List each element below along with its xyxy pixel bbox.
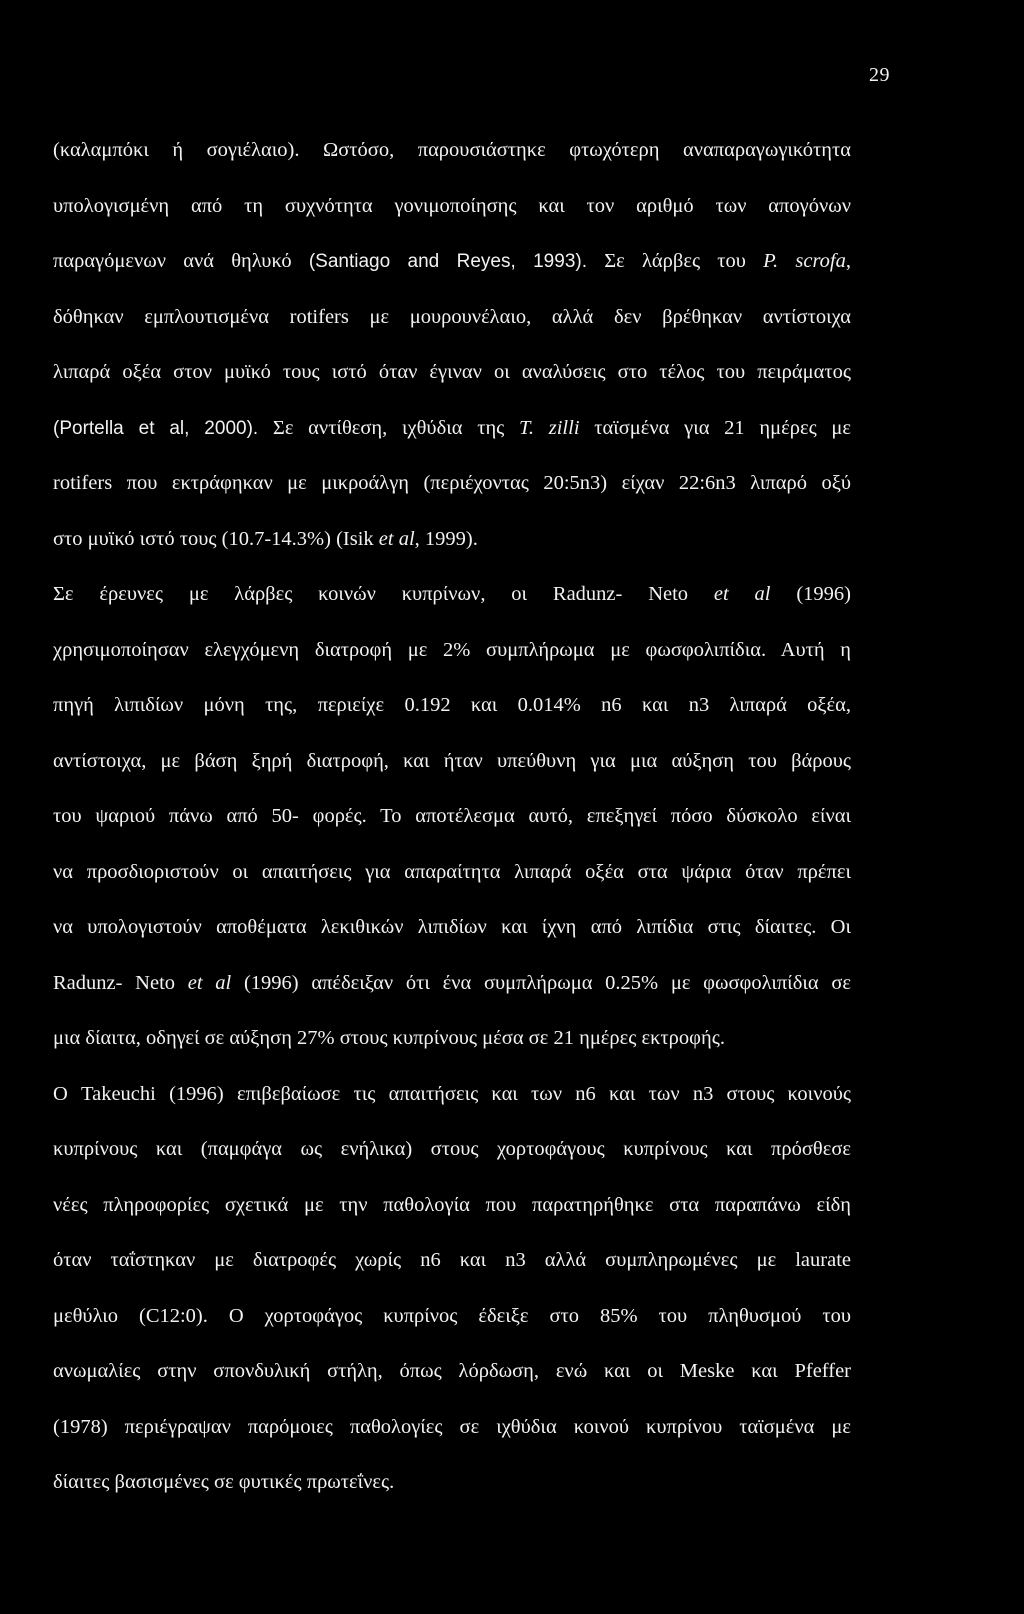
text-run: T. zilli [519,416,580,439]
text-line [53,798,851,854]
text-run: Radunz- Neto [53,971,188,994]
text-line [53,243,851,299]
text-run: δίαιτες βασισμένες σε φυτικές πρωτεΐνες. [53,1471,395,1493]
text-line [53,687,851,743]
text-run: του ψαριού πάνω από 50- φορές. Το αποτέλεσμα αυτό, επεξηγεί πόσο δύσκολο είναι [53,805,851,827]
text-run: P. scrofa [763,250,846,272]
text-run: , [845,250,851,272]
text-run: Σε αντίθεση, ιχθύδια της [258,416,520,439]
text-line [53,909,851,965]
text-line [53,854,851,910]
text-line [53,1242,851,1298]
text-run: Σε λάρβες του [587,250,764,272]
text-line [53,1409,851,1465]
text-line [53,1020,851,1076]
text-run: να προσδιοριστούν οι απαιτήσεις για απαραίτητα λιπαρά οξέα στα ψάρια όταν πρέπει [53,860,851,883]
text-line [53,576,851,632]
text-run: όταν ταΐστηκαν με διατροφές χωρίς n6 και n3 αλλά συμπληρωμένες με laurate [53,1249,851,1271]
text-line [53,410,851,466]
text-run: et al [187,971,232,994]
text-run: υπολογισμένη από τη συχνότητα γονιμοποίησης και τον αριθμό των απογόνων [53,194,851,217]
text-run: μια δίαιτα, οδηγεί σε αύξηση 27% στους κυπρίνους μέσα σε 21 ημέρες εκτροφής. [53,1027,725,1049]
text-run: (1996) [770,583,851,605]
text-line [53,132,851,188]
text-run: rotifers που εκτράφηκαν με μικροάλγη (περιέχοντας 20:5n3) είχαν 22:6n3 λιπαρό οξύ [53,472,851,494]
page-number: 29 [869,64,890,86]
text-line [53,1353,851,1409]
text-run: ταϊσμένα για 21 ημέρες με [579,416,852,439]
text-run: αντίστοιχα, με βάση ξηρή διατροφή, και ήταν υπεύθυνη για μια αύξηση του βάρους [53,749,851,772]
text-run: (καλαμπόκι ή σογιέλαιο). Ωστόσο, παρουσιάστηκε φτωχότερη αναπαραγωγικότητα [53,139,851,161]
text-line [53,1187,851,1243]
text-run: νέες πληροφορίες σχετικά με την παθολογία που παρατηρήθηκε στα παραπάνω είδη [53,1193,851,1216]
text-line [53,188,851,244]
text-run: (Santiago and Reyes, 1993). [308,251,587,272]
text-run: ανωμαλίες στην σπονδυλική στήλη, όπως λόρδωση, ενώ και οι Meske και Pfeffer [53,1360,851,1382]
text-line [53,299,851,355]
text-run: Σε έρευνες με λάρβες κοινών κυπρίνων, οι Radunz- Neto [53,583,714,605]
text-run: δόθηκαν εμπλουτισμένα rotifers με μουρουνέλαιο, αλλά δεν βρέθηκαν αντίστοιχα [53,305,851,328]
text-run: κυπρίνους και (παμφάγα ως ενήλικα) στους χορτοφάγους κυπρίνους και πρόσθεσε [53,1138,851,1160]
text-line [53,1464,851,1520]
text-run: στο μυϊκό ιστό τους (10.7-14.3%) (Isik [53,527,379,550]
text-run: (Portella et al, 2000). [53,417,259,439]
body-paragraphs [53,132,851,1520]
text-run: et al [713,583,771,605]
text-line [53,1076,851,1132]
text-line [53,521,851,577]
text-line [53,354,851,410]
text-run: παραγόμενων ανά θηλυκό [53,250,309,272]
text-line [53,743,851,799]
text-line [53,1131,851,1187]
text-run: πηγή λιπιδίων μόνη της, περιείχε 0.192 και 0.014% n6 και n3 λιπαρά οξέα, [53,694,851,716]
text-run: (1996) απέδειξαν ότι ένα συμπλήρωμα 0.25% με φωσφολιπίδια σε [231,971,851,994]
text-run: χρησιμοποίησαν ελεγχόμενη διατροφή με 2% συμπλήρωμα με φωσφολιπίδια. Αυτή η [53,638,851,661]
text-run: να υπολογιστούν αποθέματα λεκιθικών λιπιδίων και ίχνη από λιπίδια στις δίαιτες. Οι [53,916,851,938]
text-run: Ο Takeuchi (1996) επιβεβαίωσε τις απαιτήσεις και των n6 και των n3 στους κοινούς [53,1082,851,1105]
text-line [53,632,851,688]
text-run: (1978) περιέγραψαν παρόμοιες παθολογίες σε ιχθύδια κοινού κυπρίνου ταϊσμένα με [53,1415,851,1438]
text-line [53,1298,851,1354]
text-line [53,965,851,1021]
text-line [53,465,851,521]
text-run: μεθύλιο (C12:0). Ο χορτοφάγος κυπρίνος έδειξε στο 85% του πληθυσμού του [53,1304,851,1327]
text-run: λιπαρά οξέα στον μυϊκό τους ιστό όταν έγιναν οι αναλύσεις στο τέλος του πειράματος [53,361,851,383]
text-run: et al [378,527,415,550]
text-run: , 1999). [414,527,478,550]
